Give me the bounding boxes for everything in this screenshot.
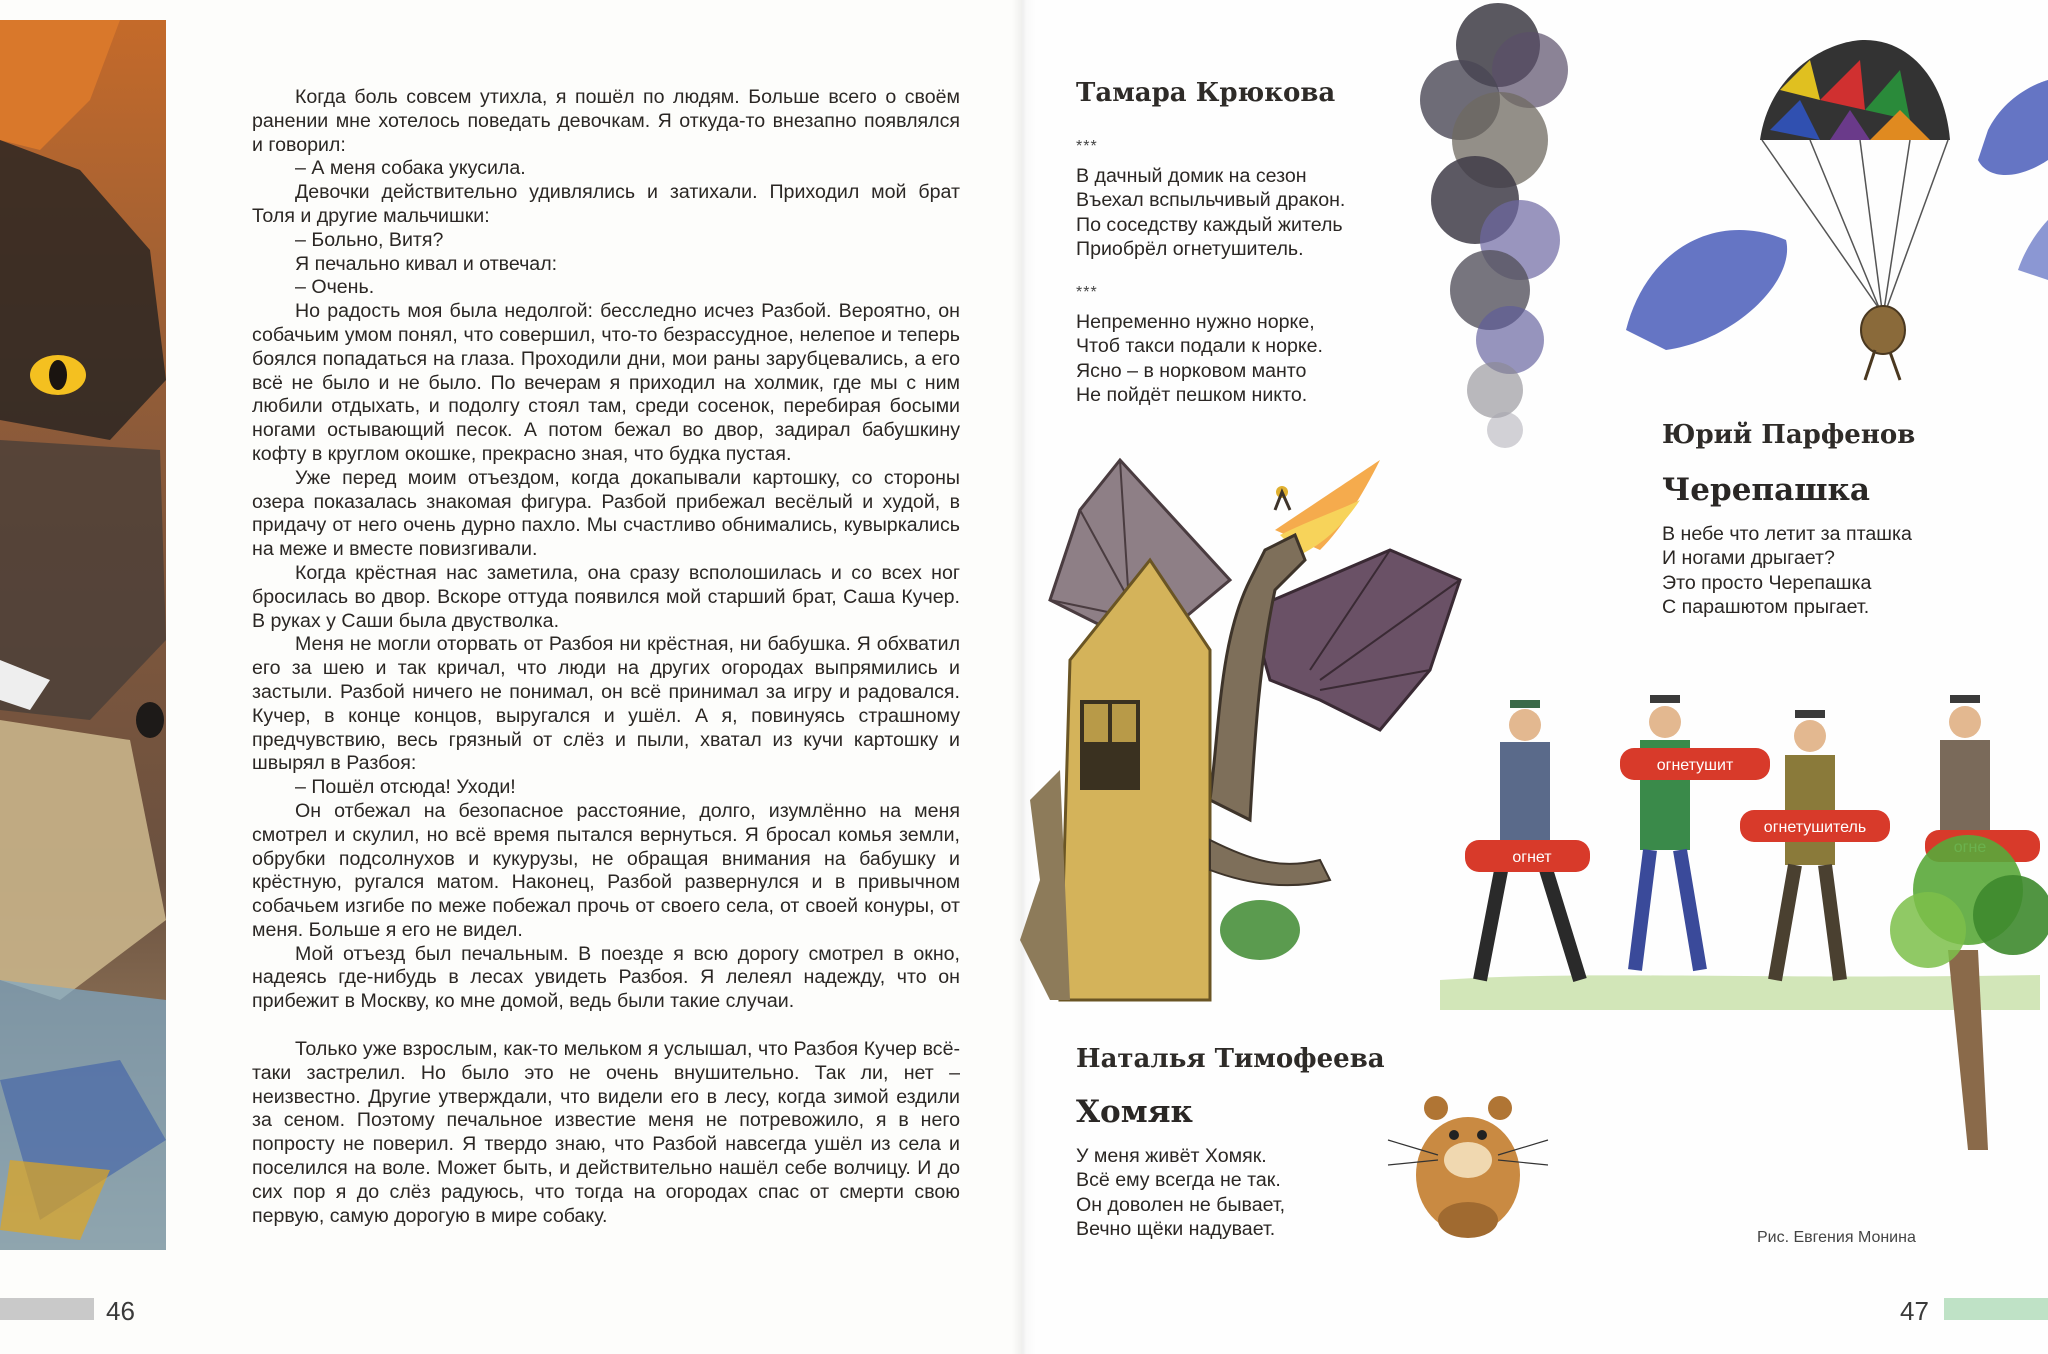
story-paragraph: Когда крёстная нас заметила, она сразу всполошилась и со всех ног бросилась во двор. Вскоре оттуда появился мой старший брат, Саша Кучер. В руках у Саши была двустволка. bbox=[252, 561, 960, 632]
tree-illustration bbox=[1898, 830, 2048, 1150]
poem-separator-1: *** bbox=[1076, 138, 1098, 155]
verse-line: В небе что летит за пташка bbox=[1662, 523, 1912, 545]
poem-separator-2: *** bbox=[1076, 284, 1098, 301]
story-paragraph: Мой отъезд был печальным. В поезде я всю дорогу смотрел в окно, надеясь где-нибудь в лесах увидеть Разбоя. Я лелеял надежду, что он прибежит в Москву, ко мне домой, ведь были такие случаи. bbox=[252, 942, 960, 1013]
verse-line: Приобрёл огнетушитель. bbox=[1076, 238, 1304, 261]
story-paragraph: – Очень. bbox=[295, 276, 375, 299]
story-paragraph: Я печально кивал и отвечал: bbox=[295, 252, 558, 275]
verse-line: Он доволен не бывает, bbox=[1076, 1193, 1286, 1216]
verse-line: Ясно – в норковом манто bbox=[1076, 359, 1307, 382]
left-page-bar bbox=[0, 1298, 94, 1320]
verse-line: С парашютом прыгает. bbox=[1662, 596, 1870, 619]
story-paragraph: – А меня собака укусила. bbox=[295, 157, 526, 180]
verse-line: Не пойдёт пешком никто. bbox=[1076, 384, 1308, 407]
author-krukova: Тамара Крюкова bbox=[1076, 78, 1336, 108]
story-paragraph: Только уже взрослым, как-то мельком я услышал, что Разбоя Кучер всё-таки застрелил. Но было это не очень внушительно. Так ли, нет – неизвестно. Другие утверждали, что видели его в лесу, когда зимой ездили за сеном. Поэтому печальное известие меня не потревожило, я в него попросту не поверил. Я твердо знаю, что Разбой навсегда ушёл из села и поселился на воле. Может быть, и действительно нашёл себе волчицу. И до сих пор я до слёз радуюсь, что тогда на огородах спас от смерти свою первую, самую дорогую в мире собаку. bbox=[252, 1038, 960, 1227]
story-paragraph: Девочки действительно удивлялись и затихали. Приходил мой брат Толя и другие мальчишки: bbox=[252, 181, 960, 227]
story-paragraph: Он отбежал на безопасное расстояние, долго, изумлённо на меня смотрел и скулил, но всё время пытался вернуться. Я бросал комья земли, обрубки подсолнухов и кукурузы, не обращая внимания на бабушку и крёстную, ругался матом. Наконец, Разбой развернулся и в привычном собачьем изгибе по меже побежал прочь от своего села, от своей конуры, от меня. Больше я его не видел. bbox=[252, 799, 960, 941]
poem-turtle bbox=[1662, 522, 1912, 620]
poem-hamster bbox=[1076, 1144, 1285, 1242]
verse-line: Вечно щёки надувает. bbox=[1076, 1218, 1276, 1241]
blue-cloud-illustration-2 bbox=[1958, 70, 2048, 280]
story-paragraph: – Пошёл отсюда! Уходи! bbox=[295, 776, 516, 799]
dragon-illustration bbox=[1020, 440, 1490, 1000]
author-parfenov: Юрий Парфенов bbox=[1662, 420, 1916, 450]
fox-illustration bbox=[0, 20, 166, 1250]
poem-dragon bbox=[1076, 164, 1345, 262]
blue-cloud-illustration bbox=[1626, 210, 1796, 350]
illustration-credit: Рис. Евгения Монина bbox=[1757, 1229, 1916, 1246]
verse-line: По соседству каждый житель bbox=[1076, 213, 1343, 236]
extinguisher-label: огнет bbox=[1512, 849, 1552, 866]
verse-line: Непременно нужно норке, bbox=[1076, 311, 1315, 333]
extinguisher-label: огнетушит bbox=[1656, 757, 1734, 774]
poem-title-turtle: Черепашка bbox=[1662, 472, 1870, 508]
page-number-left: 46 bbox=[106, 1296, 135, 1326]
poem-mink bbox=[1076, 310, 1323, 408]
right-page-bar bbox=[1944, 1298, 2048, 1320]
hamster-illustration bbox=[1388, 1080, 1548, 1240]
verse-line: Въехал вспыльчивый дракон. bbox=[1076, 189, 1346, 212]
author-timofeeva: Наталья Тимофеева bbox=[1076, 1044, 1385, 1074]
story-paragraph: Меня не могли оторвать от Разбоя ни крёстная, ни бабушка. Я обхватил его за шею и так кричал, что люди на других огородах выпрямились и застыли. Разбой ничего не понимал, он всё принимал за игру и радовался. Кучер, в конце концов, выругался и ушёл. А я, повинуясь страшному предчувствию, весь грязный от слёз и пыли, хватал из кучи картошку и швырял в Разбоя: bbox=[252, 633, 960, 775]
verse-line: Всё ему всегда не так. bbox=[1076, 1169, 1281, 1192]
story-paragraph: Уже перед моим отъездом, когда докапывали картошку, со стороны озера показалась знакомая фигура. Разбой прибежал весёлый и худой, в придачу от него очень дурно пахло. Мы счастливо обнимались, кувыркались на меже и вместе повизгивали. bbox=[252, 466, 960, 561]
verse-line: Чтоб такси подали к норке. bbox=[1076, 335, 1323, 358]
smoke-illustration bbox=[1380, 0, 1580, 460]
verse-line: И ногами дрыгает? bbox=[1662, 547, 1835, 570]
verse-line: У меня живёт Хомяк. bbox=[1076, 1145, 1267, 1167]
man-figure-1 bbox=[1465, 700, 1590, 980]
verse-line: Это просто Черепашка bbox=[1662, 571, 1872, 594]
story-paragraph: Но радость моя была недолгой: бесследно исчез Разбой. Вероятно, он собачьим умом понял, что совершил, что-то безрассудное, нелепое и теперь боялся попадаться на глаза. Проходили дни, мои раны зарубцевались, а его всё не было и не было. По вечерам я приходил на холмик, где мы с ним любили отдыхать, и подолгу стоял там, среди сосенок, перебирая босыми ногами остывающий песок. А потом бежал во двор, задирал бабушкину кофту в круглом окошке, прекрасно зная, что будка пустая. bbox=[252, 300, 960, 465]
extinguisher-label: огнетушитель bbox=[1763, 819, 1867, 836]
story-paragraph: – Больно, Витя? bbox=[295, 228, 444, 251]
verse-line: В дачный домик на сезон bbox=[1076, 165, 1307, 187]
poem-title-hamster: Хомяк bbox=[1076, 1094, 1193, 1130]
story-paragraph: Когда боль совсем утихла, я пошёл по людям. Больше всего о своём ранении мне хотелось поведать девочкам. Я откуда-то внезапно появлялся и говорил: bbox=[252, 86, 960, 156]
page-number-right: 47 bbox=[1900, 1296, 1929, 1326]
story-text bbox=[252, 86, 960, 1228]
